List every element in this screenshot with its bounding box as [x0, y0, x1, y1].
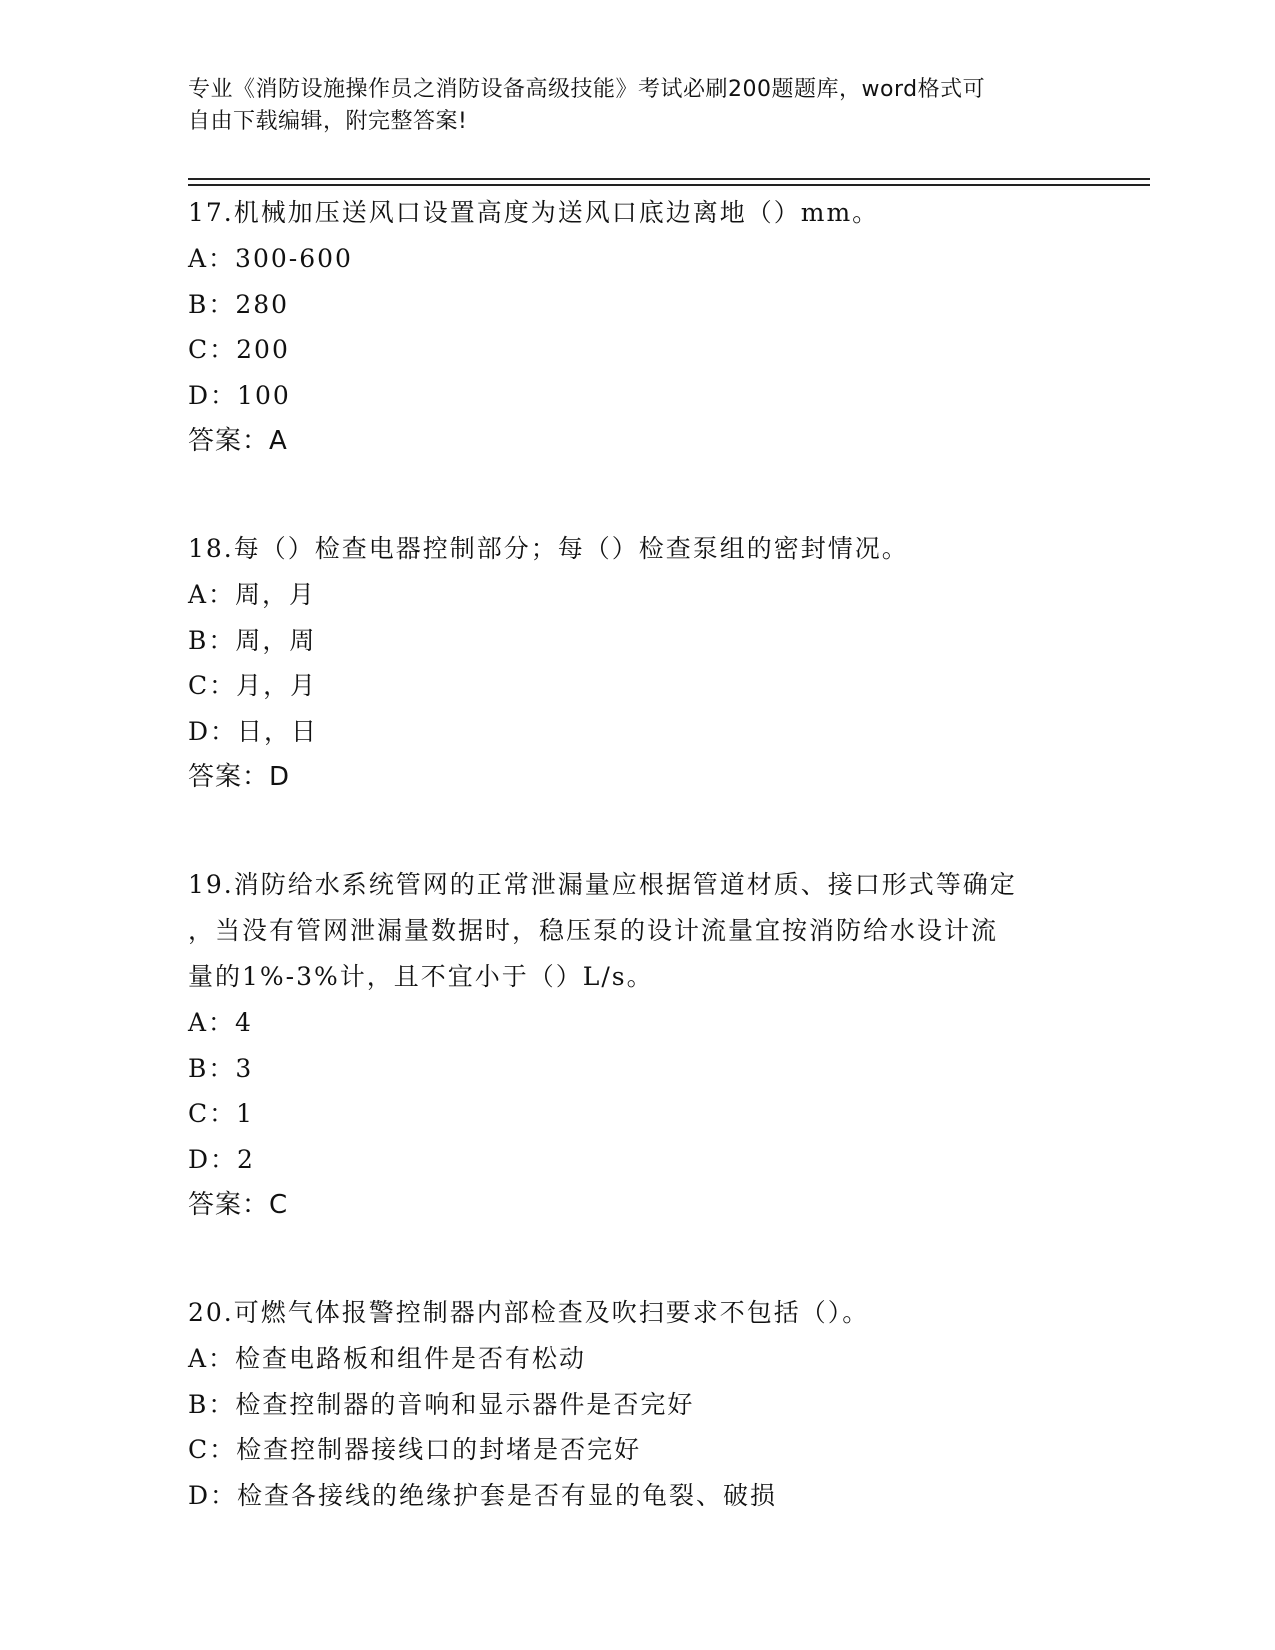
option-c: C：1	[188, 1099, 255, 1128]
question-18	[188, 526, 1148, 800]
question-stem-line-2: ，当没有管网泄漏量数据时，稳压泵的设计流量宜按消防给水设计流	[188, 916, 999, 945]
question-20	[188, 1290, 1148, 1518]
option-d: D：2	[188, 1144, 255, 1174]
option-b: B：周，周	[188, 625, 317, 655]
option-d: D：日，日	[188, 716, 319, 746]
header-line-1: 专业《消防设施操作员之消防设备高级技能》考试必刷200题题库，word格式可	[188, 77, 986, 102]
option-a: A：300-600	[188, 244, 353, 273]
option-a: A：周，月	[188, 580, 317, 609]
header-divider-top	[188, 178, 1150, 180]
option-d: D：检查各接线的绝缘护套是否有显的龟裂、破损	[188, 1480, 778, 1510]
question-stem: 20.可燃气体报警控制器内部检查及吹扫要求不包括（）。	[188, 1298, 870, 1327]
question-17	[188, 190, 1148, 464]
question-stem: 18.每（）检查电器控制部分；每（）检查泵组的密封情况。	[188, 534, 909, 563]
question-stem: 17.机械加压送风口设置高度为送风口底边离地（）mm。	[188, 198, 880, 227]
question-19	[188, 862, 1148, 1228]
answer-line: 答案：A	[188, 426, 288, 456]
answer-line: 答案：C	[188, 1190, 289, 1220]
header-line-2: 自由下载编辑，附完整答案!	[188, 109, 468, 134]
option-c: C：月，月	[188, 671, 318, 700]
option-c: C：检查控制器接线口的封堵是否完好	[188, 1435, 642, 1464]
question-list	[188, 190, 1148, 1580]
document-header	[188, 74, 1068, 138]
answer-line: 答案：D	[188, 762, 291, 792]
option-c: C：200	[188, 335, 290, 364]
option-a: A：检查电路板和组件是否有松动	[188, 1344, 587, 1373]
option-b: B：280	[188, 289, 290, 319]
option-a: A：4	[188, 1008, 253, 1037]
question-stem-line-3: 量的1%-3%计，且不宜小于（）L/s。	[188, 962, 654, 991]
option-b: B：3	[188, 1053, 254, 1083]
header-divider-bottom	[188, 184, 1150, 186]
question-stem-line-1: 19.消防给水系统管网的正常泄漏量应根据管道材质、接口形式等确定	[188, 870, 1017, 899]
option-b: B：检查控制器的音响和显示器件是否完好	[188, 1389, 695, 1419]
option-d: D：100	[188, 380, 291, 410]
